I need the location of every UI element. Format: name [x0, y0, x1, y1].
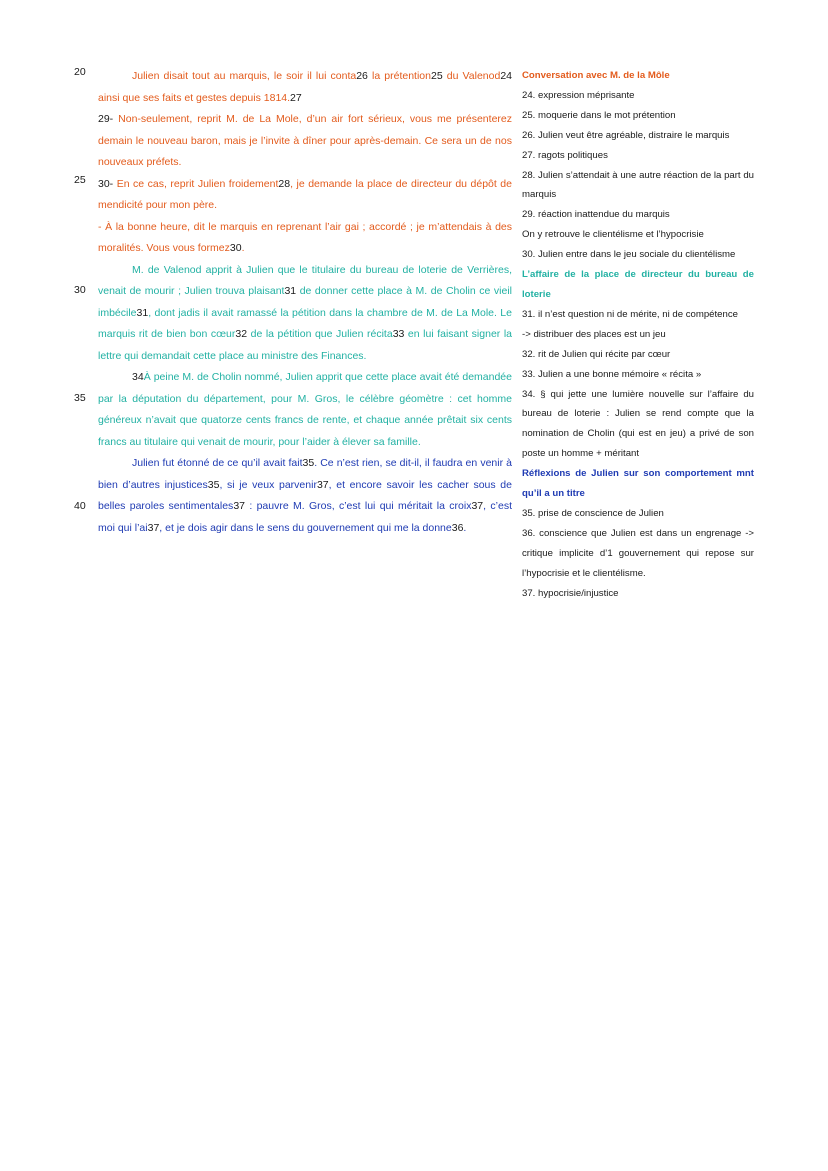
text-span: . [463, 521, 467, 534]
note-ref: 32 [235, 328, 248, 340]
note-33: 33. Julien a une bonne mémoire « récita » [522, 368, 702, 380]
notes-heading-conversation: Conversation avec M. de la Môle [522, 70, 670, 81]
paragraph-2 [98, 109, 512, 174]
note-ref: 31 [136, 306, 149, 319]
text-span: Julien disait tout au marquis, le soir il lui conta [132, 70, 357, 82]
note-ref: 35 [302, 457, 315, 469]
text-span: , et je dois agir dans le sens du gouvernement qui me la donne [159, 521, 452, 534]
paragraph-6 [98, 367, 512, 453]
note-ref: 37 [316, 478, 329, 491]
text-span: Non-seulement, reprit M. de La Mole, d’un air fort sérieux, vous me présenterez demain le nouveau baron, mais je l’invite à dîner pour après-demain. Ce sera un de nos nouveaux préfets. [98, 113, 512, 168]
note-26: 26. Julien veut être agréable, distraire le marquis [522, 129, 730, 141]
note-ref: 24 [500, 70, 512, 82]
note-ref: 34 [132, 371, 144, 383]
text-span: Julien fut étonné de ce qu’il avait fait [132, 457, 303, 469]
line-number-40: 40 [74, 500, 86, 512]
text-span: , et encore savoir les cacher sous de belles paroles sentimentales [98, 478, 512, 512]
note-31-continued: -> distribuer des places est un jeu [522, 328, 666, 340]
note-ref: 37 [471, 500, 484, 512]
note-ref: 27 [290, 91, 302, 104]
note-ref: 25 [430, 70, 443, 82]
note-ref: 33 [392, 328, 405, 340]
note-29-continued: On y retrouve le clientélisme et l’hypocrisie [522, 229, 704, 241]
note-ref: 35 [207, 478, 220, 491]
note-ref: 30- [98, 177, 114, 190]
paragraph-7 [98, 453, 512, 539]
note-ref: 37 [233, 500, 245, 512]
note-30: 30. Julien entre dans le jeu sociale du clientélisme [522, 249, 736, 261]
line-number-35: 35 [74, 392, 86, 404]
text-span: du Valenod [442, 70, 501, 82]
text-span: de donner cette place à M. de Cholin ce vieil imbécile [98, 285, 512, 319]
note-ref: 31 [284, 285, 297, 297]
text-span: . Ce n’est rien, se dit-il, il faudra en venir à bien d’autres injustices [98, 457, 513, 491]
note-ref: 30 [229, 242, 242, 254]
note-24: 24. expression méprisante [522, 89, 635, 101]
line-number-30: 30 [74, 284, 86, 296]
paragraph-4 [98, 217, 512, 260]
text-span: À peine M. de Cholin nommé, Julien apprit que cette place avait été demandée par la députation du département, pour M. Gros, le célèbre géomètre : cet homme généreux n’avait que quatorze cents francs de rente, et chaque année prêtait six cents francs au titulaire qui venait de mourir, pour l’aider à élever sa famille. [98, 371, 512, 448]
line-number-20: 20 [74, 66, 86, 78]
text-span: , si je veux parvenir [219, 478, 317, 491]
note-34: 34. § qui jette une lumière nouvelle sur l’affaire du bureau de loterie : Julien se rend compte que la nomination de Cholin (qui est en jeu) a privé de son poste un homme + méritant [522, 388, 754, 460]
text-span: En ce cas, reprit Julien froidement [113, 177, 279, 190]
note-ref: 36 [451, 521, 464, 534]
note-29: 29. réaction inattendue du marquis [522, 209, 670, 221]
text-span: M. de Valenod apprit à Julien que le titulaire du bureau de loterie de Verrières, venait de mourir ; Julien trouva plaisant [98, 263, 512, 297]
margin-notes [522, 66, 754, 603]
text-span: , je demande la place de directeur du dépôt de mendicité pour mon père. [98, 177, 512, 211]
note-ref: 28 [278, 177, 291, 190]
note-ref: 26 [356, 70, 368, 82]
note-ref: 29- [98, 113, 114, 125]
text-span: ainsi que ses faits et gestes depuis 1814. [98, 91, 291, 104]
note-36: 36. conscience que Julien est dans un engrenage -> critique implicite d’1 gouvernement qui repose sur l’hypocrisie et le clientélisme. [522, 527, 754, 579]
main-text [98, 66, 512, 539]
notes-heading-loterie: L’affaire de la place de directeur du bureau de loterie [522, 269, 754, 300]
text-span: . [241, 242, 245, 254]
text-span: de la pétition que Julien récita [247, 328, 393, 340]
text-span: , dont jadis il avait ramassé la pétition dans la chambre de M. de La Mole. Le marquis rit de bien bon cœur [98, 306, 512, 340]
note-25: 25. moquerie dans le mot prétention [522, 109, 676, 121]
note-37: 37. hypocrisie/injustice [522, 587, 619, 599]
note-27: 27. ragots politiques [522, 149, 608, 161]
note-32: 32. rit de Julien qui récite par cœur [522, 348, 671, 360]
note-28: 28. Julien s’attendait à une autre réaction de la part du marquis [522, 169, 754, 201]
paragraph-3 [98, 174, 512, 217]
text-span: , c’est moi qui l’ai [98, 500, 512, 534]
text-span: la prétention [367, 70, 431, 82]
note-ref: 37 [147, 521, 160, 534]
note-35: 35. prise de conscience de Julien [522, 507, 664, 519]
line-number-25: 25 [74, 174, 86, 186]
text-span: : pauvre M. Gros, c’est lui qui méritait la croix [245, 500, 472, 512]
paragraph-1 [98, 66, 512, 109]
notes-heading-reflexions: Réflexions de Julien sur son comportement mnt qu’il a un titre [522, 468, 754, 500]
text-span: en lui faisant signer la lettre qui demandait cette place au ministre des Finances. [98, 328, 512, 362]
paragraph-5 [98, 260, 512, 368]
note-31: 31. il n’est question ni de mérite, ni de compétence [522, 308, 738, 320]
text-span: - À la bonne heure, dit le marquis en reprenant l’air gai ; accordé ; je m’attendais à des moralités. Vous vous formez [98, 220, 512, 254]
